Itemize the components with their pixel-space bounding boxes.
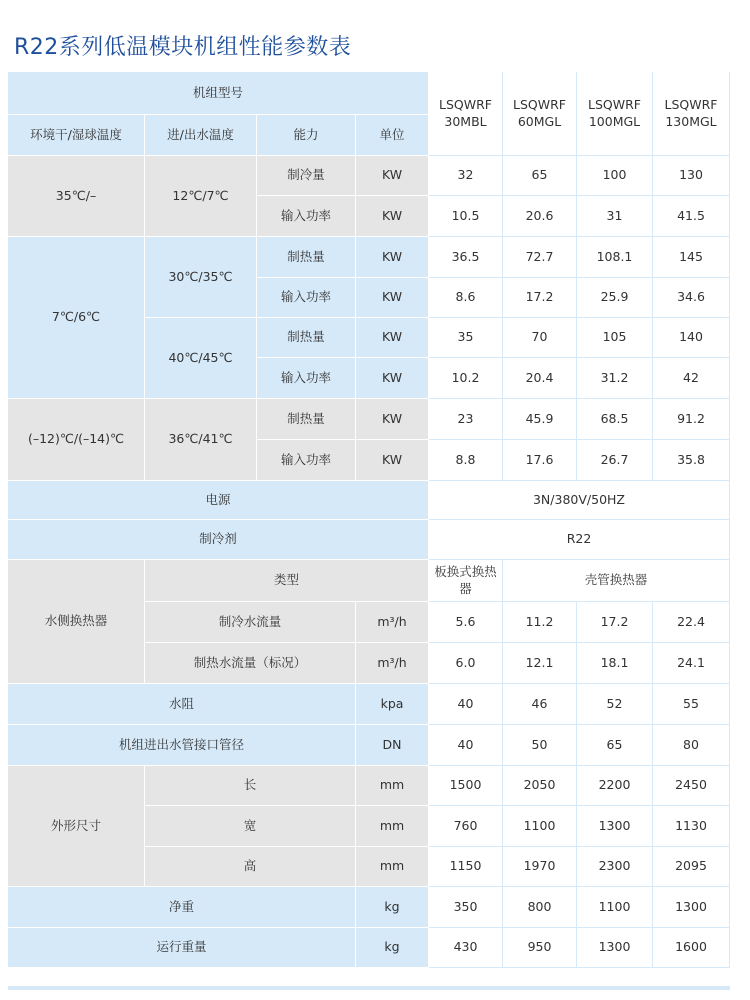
- value-cell: 5.6: [429, 602, 503, 643]
- capacity-label-cell: 制热量: [257, 318, 356, 358]
- value-cell: 35: [429, 318, 503, 358]
- ambient-temp-cell: 7℃/6℃: [8, 237, 145, 399]
- value-cell: 140: [653, 318, 730, 358]
- spec-table: [8, 72, 730, 988]
- value-cell: 1500: [429, 766, 503, 806]
- value-cell: 45.9: [503, 399, 577, 440]
- value-cell: 26.7: [577, 440, 653, 481]
- ambient-temp-header: 环境干/湿球温度: [8, 115, 145, 156]
- value-cell: 55: [653, 684, 730, 725]
- unit-cell: m³/h: [356, 643, 429, 684]
- value-cell: 130: [653, 156, 730, 196]
- value-cell: 1130: [653, 806, 730, 847]
- value-cell: 42: [653, 358, 730, 399]
- water-temp-cell: 12℃/7℃: [145, 156, 257, 237]
- water-resistance-label: 水阻: [8, 684, 356, 725]
- water-temp-cell: 36℃/41℃: [145, 399, 257, 481]
- water-temp-header: 进/出水温度: [145, 115, 257, 156]
- unit-cell: KW: [356, 318, 429, 358]
- unit-cell: mm: [356, 847, 429, 887]
- value-cell: 10.5: [429, 196, 503, 237]
- value-cell: 65: [503, 156, 577, 196]
- capacity-label-cell: 输入功率: [257, 440, 356, 481]
- unit-cell: KW: [356, 196, 429, 237]
- value-cell: 32: [429, 156, 503, 196]
- capacity-label-cell: 制热量: [257, 399, 356, 440]
- value-cell: 17.2: [503, 278, 577, 318]
- model-name-cell: LSQWRF 60MGL: [503, 72, 577, 156]
- value-cell: 8.6: [429, 278, 503, 318]
- dimension-length-label: 长: [145, 766, 356, 806]
- water-hx-label: 水侧换热器: [8, 560, 145, 684]
- model-name-cell: LSQWRF 30MBL: [429, 72, 503, 156]
- unit-cell: kpa: [356, 684, 429, 725]
- unit-cell: KW: [356, 440, 429, 481]
- value-cell: 1300: [577, 928, 653, 968]
- pipe-diameter-label: 机组进出水管接口管径: [8, 725, 356, 766]
- value-cell: 1100: [503, 806, 577, 847]
- value-cell: 91.2: [653, 399, 730, 440]
- hx-type-label: 类型: [145, 560, 429, 602]
- value-cell: 108.1: [577, 237, 653, 278]
- value-cell: 1970: [503, 847, 577, 887]
- value-cell: 46: [503, 684, 577, 725]
- unit-cell: m³/h: [356, 602, 429, 643]
- unit-cell: mm: [356, 806, 429, 847]
- value-cell: 31.2: [577, 358, 653, 399]
- model-name-cell: LSQWRF 100MGL: [577, 72, 653, 156]
- capacity-header: 能力: [257, 115, 356, 156]
- unit-cell: DN: [356, 725, 429, 766]
- value-cell: 10.2: [429, 358, 503, 399]
- value-cell: 40: [429, 684, 503, 725]
- value-cell: 105: [577, 318, 653, 358]
- capacity-label-cell: 输入功率: [257, 278, 356, 318]
- value-cell: 40: [429, 725, 503, 766]
- value-cell: 72.7: [503, 237, 577, 278]
- value-cell: 2450: [653, 766, 730, 806]
- model-name-cell: LSQWRF 130MGL: [653, 72, 730, 156]
- unit-cell: KW: [356, 399, 429, 440]
- unit-cell: KW: [356, 278, 429, 318]
- value-cell: 2200: [577, 766, 653, 806]
- value-cell: 800: [503, 887, 577, 928]
- value-cell: 2050: [503, 766, 577, 806]
- value-cell: 6.0: [429, 643, 503, 684]
- capacity-label-cell: 输入功率: [257, 196, 356, 237]
- value-cell: 760: [429, 806, 503, 847]
- power-value: 3N/380V/50HZ: [429, 481, 730, 520]
- value-cell: 36.5: [429, 237, 503, 278]
- power-label: 电源: [8, 481, 429, 520]
- value-cell: 65: [577, 725, 653, 766]
- unit-header: 单位: [356, 115, 429, 156]
- table-bottom-bar: [8, 986, 730, 990]
- value-cell: 1600: [653, 928, 730, 968]
- value-cell: 1300: [577, 806, 653, 847]
- value-cell: 20.6: [503, 196, 577, 237]
- value-cell: 100: [577, 156, 653, 196]
- unit-cell: kg: [356, 928, 429, 968]
- unit-cell: KW: [356, 358, 429, 399]
- value-cell: 430: [429, 928, 503, 968]
- value-cell: 35.8: [653, 440, 730, 481]
- cool-flow-label: 制冷水流量: [145, 602, 356, 643]
- value-cell: 8.8: [429, 440, 503, 481]
- hx-type-plate: 板换式换热器: [429, 560, 503, 602]
- value-cell: 1100: [577, 887, 653, 928]
- page-title: R22系列低温模块机组性能参数表: [14, 35, 352, 60]
- value-cell: 22.4: [653, 602, 730, 643]
- value-cell: 34.6: [653, 278, 730, 318]
- value-cell: 17.6: [503, 440, 577, 481]
- dimension-height-label: 高: [145, 847, 356, 887]
- value-cell: 145: [653, 237, 730, 278]
- net-weight-label: 净重: [8, 887, 356, 928]
- value-cell: 52: [577, 684, 653, 725]
- ambient-temp-cell: 35℃/–: [8, 156, 145, 237]
- value-cell: 350: [429, 887, 503, 928]
- unit-cell: kg: [356, 887, 429, 928]
- heat-flow-label: 制热水流量（标况）: [145, 643, 356, 684]
- value-cell: 1300: [653, 887, 730, 928]
- unit-cell: KW: [356, 156, 429, 196]
- value-cell: 18.1: [577, 643, 653, 684]
- hx-type-shell: 壳管换热器: [503, 560, 730, 602]
- model-header: 机组型号: [8, 72, 429, 115]
- value-cell: 12.1: [503, 643, 577, 684]
- dimensions-label: 外形尺寸: [8, 766, 145, 887]
- value-cell: 25.9: [577, 278, 653, 318]
- value-cell: 31: [577, 196, 653, 237]
- value-cell: 70: [503, 318, 577, 358]
- unit-cell: mm: [356, 766, 429, 806]
- water-temp-cell: 40℃/45℃: [145, 318, 257, 399]
- refrigerant-value: R22: [429, 520, 730, 560]
- value-cell: 50: [503, 725, 577, 766]
- unit-cell: KW: [356, 237, 429, 278]
- value-cell: 41.5: [653, 196, 730, 237]
- value-cell: 68.5: [577, 399, 653, 440]
- capacity-label-cell: 制冷量: [257, 156, 356, 196]
- dimension-width-label: 宽: [145, 806, 356, 847]
- capacity-label-cell: 制热量: [257, 237, 356, 278]
- value-cell: 17.2: [577, 602, 653, 643]
- value-cell: 80: [653, 725, 730, 766]
- value-cell: 1150: [429, 847, 503, 887]
- water-temp-cell: 30℃/35℃: [145, 237, 257, 318]
- ambient-temp-cell: (–12)℃/(–14)℃: [8, 399, 145, 481]
- run-weight-label: 运行重量: [8, 928, 356, 968]
- value-cell: 2095: [653, 847, 730, 887]
- capacity-label-cell: 输入功率: [257, 358, 356, 399]
- value-cell: 2300: [577, 847, 653, 887]
- value-cell: 24.1: [653, 643, 730, 684]
- value-cell: 11.2: [503, 602, 577, 643]
- value-cell: 950: [503, 928, 577, 968]
- value-cell: 23: [429, 399, 503, 440]
- value-cell: 20.4: [503, 358, 577, 399]
- refrigerant-label: 制冷剂: [8, 520, 429, 560]
